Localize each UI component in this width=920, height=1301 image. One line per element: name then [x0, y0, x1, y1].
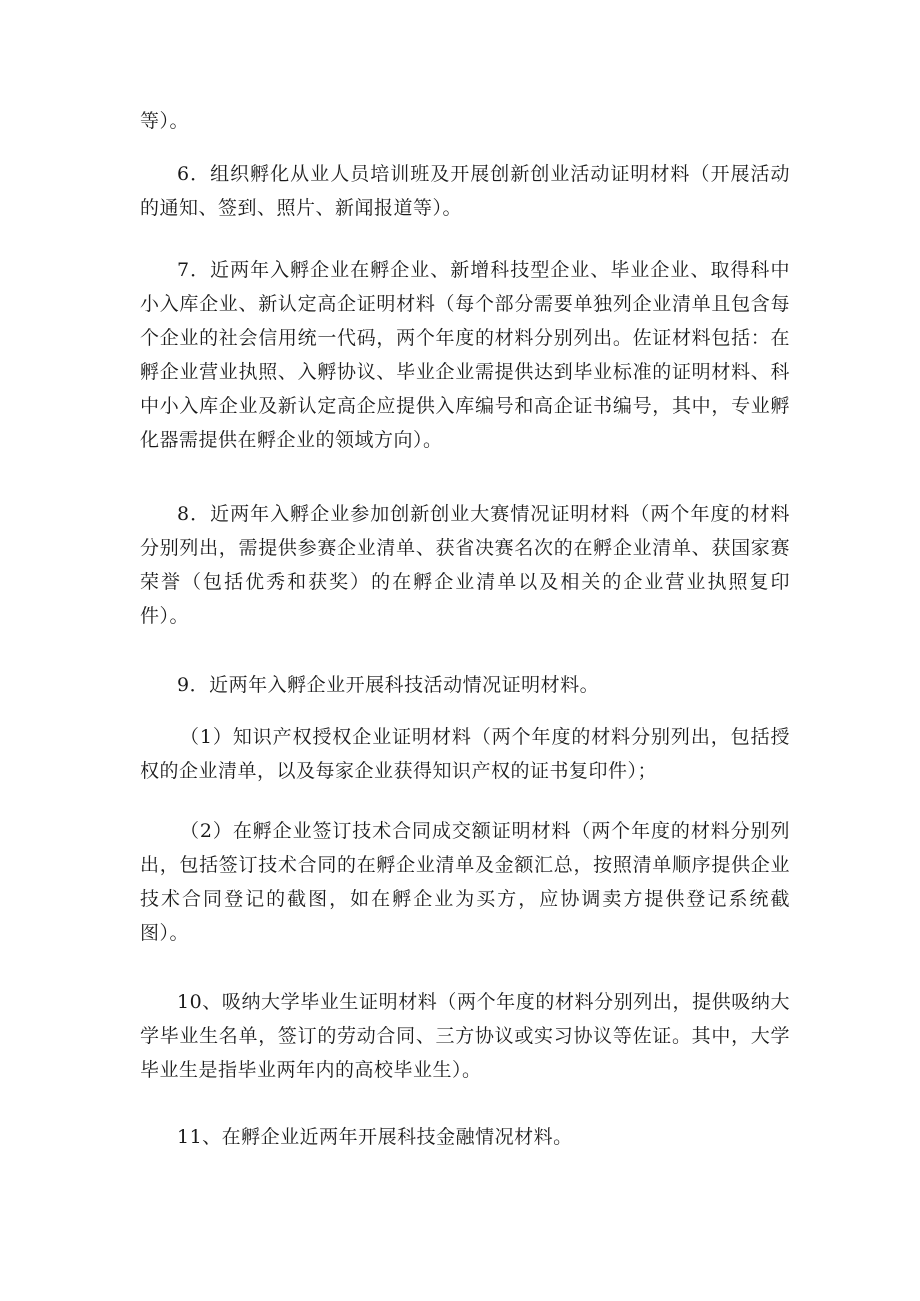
paragraph-item-6: 6．组织孵化从业人员培训班及开展创新创业活动证明材料（开展活动的通知、签到、照片、新闻报道等）。	[140, 163, 790, 219]
paragraph-continuation: 等）。	[140, 110, 190, 132]
paragraph-item-9: 9．近两年入孵企业开展科技活动情况证明材料。	[177, 674, 600, 696]
paragraph-item-11: 11、在孵企业近两年开展科技金融情况材料。	[177, 1126, 573, 1148]
paragraph-item-7: 7．近两年入孵企业在孵企业、新增科技型企业、毕业企业、取得科中小入库企业、新认定高企证明材料（每个部分需要单独列企业清单且包含每个企业的社会信用统一代码，两个年度的材料分别列出。佐证材料包括：在孵企业营业执照、入孵协议、毕业企业需提供达到毕业标准的证明材料、科中小入库企业及新认定高企应提供入库编号和高企证书编号，其中，专业孵化器需提供在孵企业的领域方向）。	[140, 259, 790, 451]
paragraph-item-8: 8．近两年入孵企业参加创新创业大赛情况证明材料（两个年度的材料分别列出，需提供参赛企业清单、获省决赛名次的在孵企业清单、获国家赛荣誉（包括优秀和获奖）的在孵企业清单以及相关的企业营业执照复印件）。	[140, 503, 790, 627]
paragraph-item-10: 10、吸纳大学毕业生证明材料（两个年度的材料分别列出，提供吸纳大学毕业生名单，签订的劳动合同、三方协议或实习协议等佐证。其中，大学毕业生是指毕业两年内的高校毕业生）。	[140, 991, 790, 1081]
paragraph-item-9-1: （1）知识产权授权企业证明材料（两个年度的材料分别列出，包括授权的企业清单，以及每家企业获得知识产权的证书复印件）；	[140, 726, 790, 782]
paragraph-item-9-2: （2）在孵企业签订技术合同成交额证明材料（两个年度的材料分别列出，包括签订技术合同的在孵企业清单及金额汇总，按照清单顺序提供企业技术合同登记的截图，如在孵企业为买方，应协调卖方提供登记系统截图）。	[140, 820, 790, 944]
